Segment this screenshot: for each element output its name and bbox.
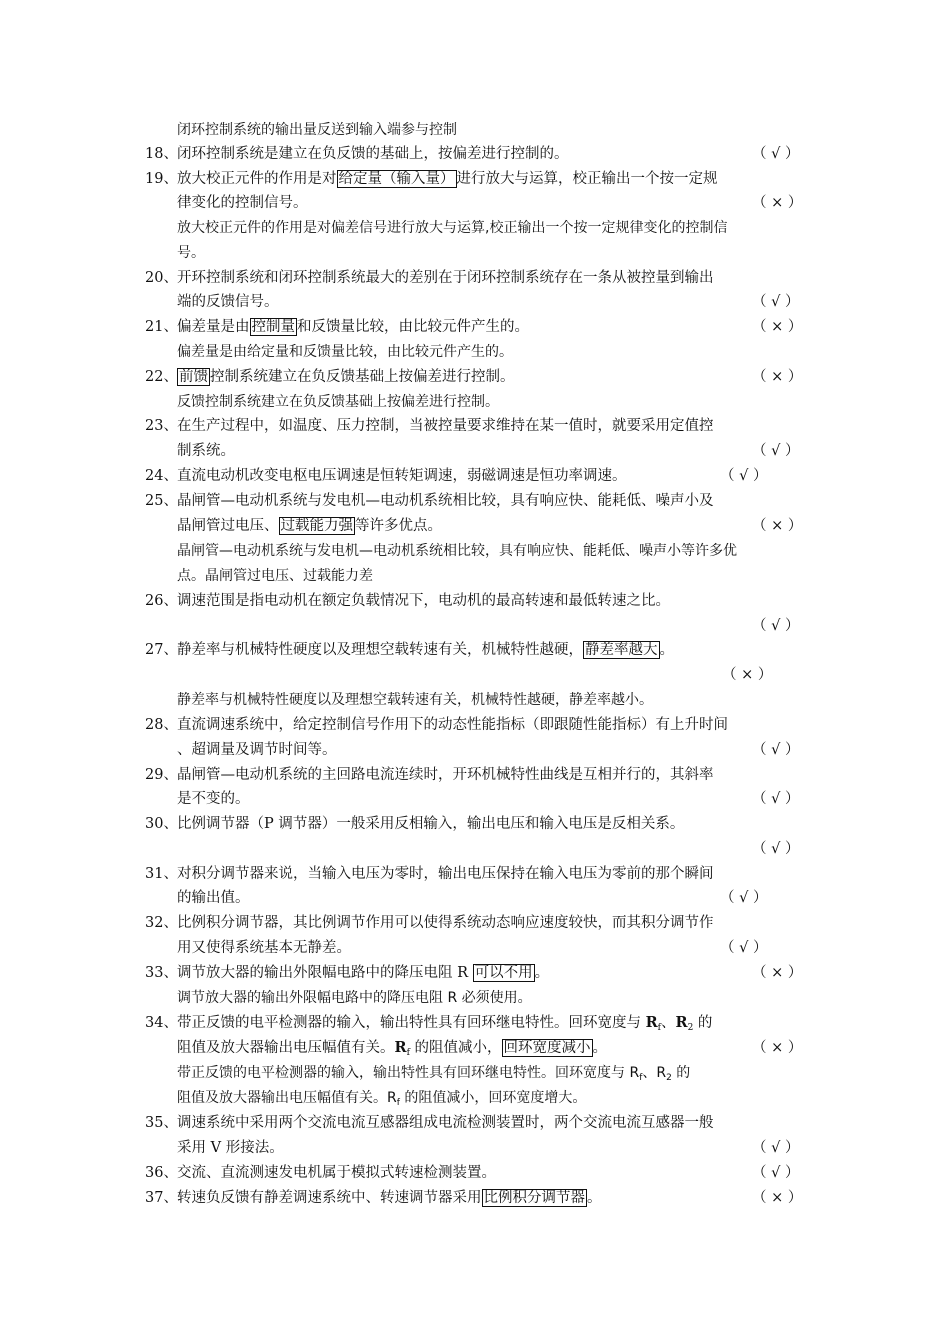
correction-line: 放大校正元件的作用是对偏差信号进行放大与运算,校正输出一个按一定规律变化的控制信 [177, 220, 728, 236]
question-number: 20、 [145, 270, 178, 286]
question-number: 22、 [145, 369, 178, 385]
answer-mark: （ × ） [752, 518, 803, 534]
question-text: 前馈 控制系统建立在负反馈基础上按偏差进行控制。 [179, 369, 515, 385]
question-text: 直流调速系统中，给定控制信号作用下的动态性能指标（即跟随性能指标）有上升时间 [177, 717, 728, 733]
answer-mark: （ × ） [752, 1040, 803, 1056]
answer-mark: （ √ ） [752, 294, 800, 310]
question-number: 33、 [145, 965, 178, 981]
question-text: 放大校正元件的作用是对 给定量（输入量） 进行放大与运算，校正输出一个按一定规 [177, 171, 718, 187]
question-text: 端的反馈信号。 [177, 294, 279, 310]
question-text: 直流电动机改变电枢电压调速是恒转矩调速，弱磁调速是恒功率调速。 [177, 468, 627, 484]
question-text: 比例积分调节器，其比例调节作用可以使得系统动态响应速度较快，而其积分调节作 [177, 915, 714, 931]
question-text: 阻值及放大器输出电压幅值有关。$R_f$ 的阻值减小， 回环宽度减小 。 [177, 1039, 608, 1058]
highlight-box: 静差率越大 [585, 642, 658, 658]
answer-mark: （ × ） [752, 195, 803, 211]
answer-mark: （ √ ） [752, 791, 800, 807]
answer-mark: （ √ ） [752, 146, 800, 162]
correction-line: 偏差量是由给定量和反馈量比较，由比较元件产生的。 [177, 344, 513, 360]
answer-mark: （ × ） [752, 319, 803, 335]
correction-line: 闭环控制系统的输出量反送到输入端参与控制 [177, 122, 457, 138]
answer-mark: （ × ） [752, 965, 803, 981]
highlight-box: 给定量（输入量） [338, 171, 455, 187]
question-text: 晶闸管—电动机系统与发电机—电动机系统相比较，具有响应快、能耗低、噪声小及 [177, 493, 714, 509]
question-number: 30、 [145, 816, 178, 832]
question-number: 35、 [145, 1115, 178, 1131]
question-number: 37、 [145, 1190, 178, 1206]
question-text: 律变化的控制信号。 [177, 195, 308, 211]
question-number: 25、 [145, 493, 178, 509]
question-text: 晶闸管—电动机系统的主回路电流连续时，开环机械特性曲线是互相并行的，其斜率 [177, 767, 714, 783]
answer-mark: （ × ） [752, 369, 803, 385]
question-text: 交流、直流测速发电机属于模拟式转速检测装置。 [177, 1165, 496, 1181]
question-number: 31、 [145, 866, 178, 882]
answer-mark: （ × ） [752, 1190, 803, 1206]
question-text: 开环控制系统和闭环控制系统最大的差别在于闭环控制系统存在一条从被控量到输出 [177, 270, 714, 286]
correction-line: 静差率与机械特性硬度以及理想空载转速有关，机械特性越硬，静差率越小。 [177, 692, 653, 708]
question-text: 晶闸管过电压、 过载能力强 等许多优点。 [177, 518, 442, 534]
answer-mark: （ √ ） [752, 618, 800, 634]
correction-line: 晶闸管—电动机系统与发电机—电动机系统相比较，具有响应快、能耗低、噪声小等许多优 [177, 543, 737, 559]
question-text: 是不变的。 [177, 791, 250, 807]
question-number: 32、 [145, 915, 178, 931]
correction-line: 号。 [177, 245, 205, 261]
answer-mark: （ √ ） [720, 890, 768, 906]
question-text: 调节放大器的输出外限幅电路中的降压电阻 R 可以不用 。 [177, 965, 550, 981]
correction-line: 点。晶闸管过电压、过载能力差 [177, 568, 373, 584]
question-text: 调速系统中采用两个交流电流互感器组成电流检测装置时，两个交流电流互感器一般 [177, 1115, 714, 1131]
question-text: 比例调节器（P 调节器）一般采用反相输入，输出电压和输入电压是反相关系。 [177, 816, 685, 832]
question-number: 36、 [145, 1165, 178, 1181]
correction-line: 带正反馈的电平检测器的输入，输出特性具有回环继电特性。回环宽度与 $R_f$、$R_2$ 的 [177, 1065, 691, 1083]
highlight-box: 可以不用 [474, 965, 533, 981]
question-number: 19、 [145, 171, 178, 187]
correction-line: 反馈控制系统建立在负反馈基础上按偏差进行控制。 [177, 394, 499, 410]
question-text: 采用 V 形接法。 [177, 1140, 284, 1156]
question-number: 24、 [145, 468, 178, 484]
highlight-box: 前馈 [179, 369, 208, 385]
question-number: 18、 [145, 146, 178, 162]
answer-mark: （ √ ） [752, 841, 800, 857]
question-text: 用又使得系统基本无静差。 [177, 940, 351, 956]
question-number: 34、 [145, 1015, 178, 1031]
question-number: 26、 [145, 593, 178, 609]
answer-mark: （ √ ） [752, 443, 800, 459]
answer-mark: （ √ ） [752, 1140, 800, 1156]
question-number: 29、 [145, 767, 178, 783]
answer-mark: （ √ ） [752, 1165, 800, 1181]
highlight-box: 回环宽度减小 [503, 1040, 591, 1056]
question-text: 调速范围是指电动机在额定负载情况下，电动机的最高转速和最低转速之比。 [177, 593, 670, 609]
question-text: 对积分调节器来说，当输入电压为零时，输出电压保持在输入电压为零前的那个瞬间 [177, 866, 714, 882]
question-text: 转速负反馈有静差调速系统中、转速调节器采用 比例积分调节器 。 [177, 1190, 602, 1206]
question-text: 制系统。 [177, 443, 235, 459]
highlight-box: 比例积分调节器 [483, 1190, 585, 1206]
question-text: 偏差量是由 控制量 和反馈量比较，由比较元件产生的。 [177, 319, 529, 335]
question-number: 21、 [145, 319, 178, 335]
highlight-box: 过载能力强 [280, 518, 353, 534]
answer-mark: （ √ ） [752, 742, 800, 758]
question-text: 闭环控制系统是建立在负反馈的基础上，按偏差进行控制的。 [177, 146, 569, 162]
question-number: 27、 [145, 642, 178, 658]
question-number: 23、 [145, 418, 178, 434]
answer-mark: （ √ ） [720, 940, 768, 956]
question-text: 、超调量及调节时间等。 [177, 742, 337, 758]
question-text: 静差率与机械特性硬度以及理想空载转速有关，机械特性越硬， 静差率越大 。 [177, 642, 674, 658]
answer-mark: （ √ ） [720, 468, 768, 484]
answer-mark: （ × ） [722, 667, 773, 683]
highlight-box: 控制量 [251, 319, 295, 335]
correction-line: 调节放大器的输出外限幅电路中的降压电阻 R 必须使用。 [177, 990, 532, 1006]
correction-line: 阻值及放大器输出电压幅值有关。$R_f$ 的阻值减小，回环宽度增大。 [177, 1090, 587, 1108]
question-text: 带正反馈的电平检测器的输入，输出特性具有回环继电特性。回环宽度与 $R_f$、$R_2$ 的 [177, 1014, 713, 1033]
question-text: 的输出值。 [177, 890, 250, 906]
question-text: 在生产过程中，如温度、压力控制，当被控量要求维持在某一值时，就要采用定值控 [177, 418, 714, 434]
question-number: 28、 [145, 717, 178, 733]
